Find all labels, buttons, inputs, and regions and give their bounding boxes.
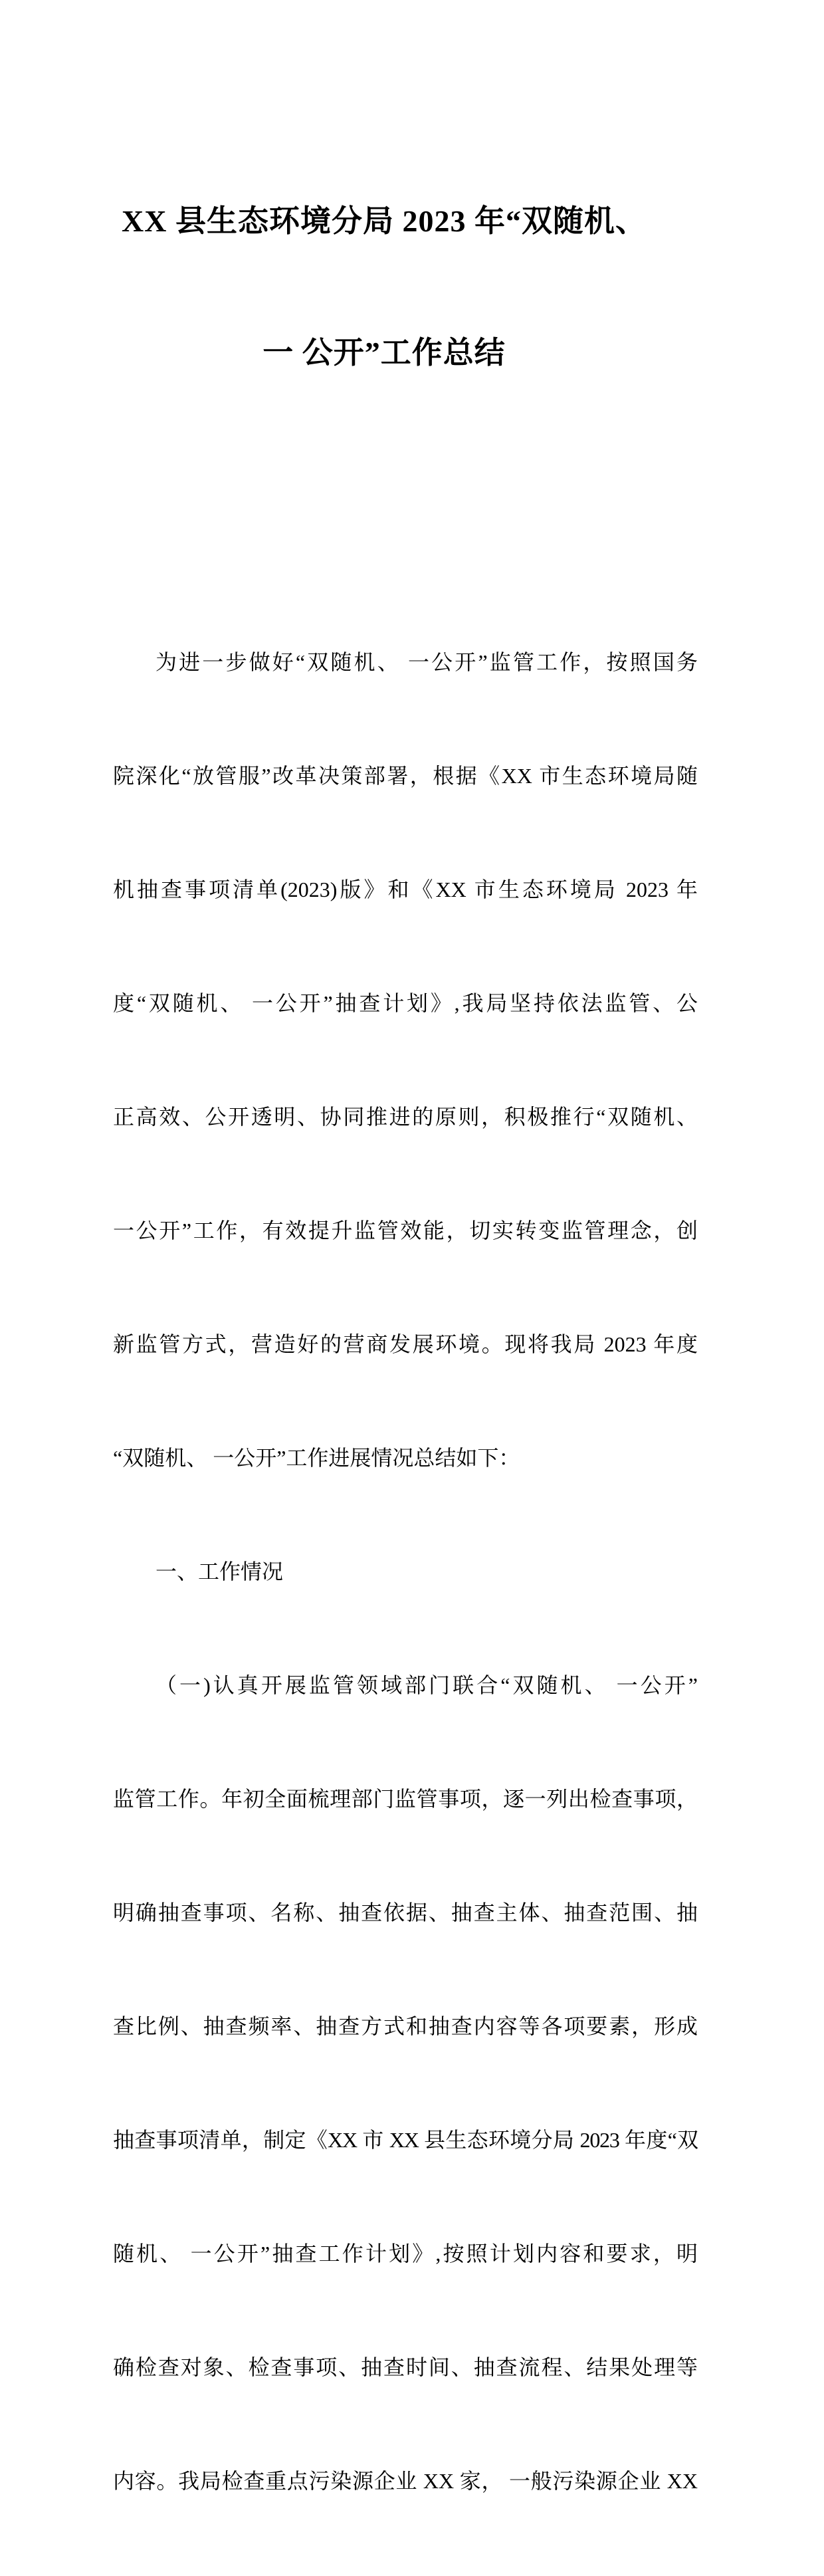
document-title xyxy=(113,112,698,463)
body-line: 一公开”工作，有效提升监管效能，切实转变监管理念，创 xyxy=(113,1219,698,1242)
body-line: 度“双随机、 一公开”抽查计划》,我局坚持依法监管、公 xyxy=(113,991,698,1015)
body-line: 随机、 一公开”抽查工作计划》,按照计划内容和要求，明 xyxy=(113,2242,698,2266)
document-content xyxy=(0,112,824,2576)
body-line: 明确抽查事项、名称、抽查依据、抽查主体、抽查范围、抽 xyxy=(113,1901,698,1925)
body-line: 正高效、公开透明、协同推进的原则，积极推行“双随机、 xyxy=(113,1105,698,1129)
section-heading: 一、工作情况 xyxy=(155,1560,284,1583)
body-line: 查比例、抽查频率、抽查方式和抽查内容等各项要素，形成 xyxy=(113,2014,698,2038)
body-line: 为进一步做好“双随机、 一公开”监管工作，按照国务 xyxy=(155,650,698,674)
title-line-2: 一 公开”工作总结 xyxy=(262,336,506,370)
body-line: “双随机、 一公开”工作进展情况总结如下： xyxy=(113,1446,520,1470)
document-body xyxy=(113,568,698,2576)
document-page xyxy=(0,112,824,2493)
body-line: 新监管方式，营造好的营商发展环境。现将我局 2023 年度 xyxy=(113,1332,698,1356)
body-line: 监管工作。年初全面梳理部门监管事项，逐一列出检查事项， xyxy=(113,1787,698,1811)
body-line: 院深化“放管服”改革决策部署，根据《XX 市生态环境局随 xyxy=(113,764,698,788)
body-line: 抽查事项清单，制定《XX 市 XX 县生态环境分局 2023 年度“双 xyxy=(113,2128,698,2152)
body-line: （一)认真开展监管领域部门联合“双随机、 一公开” xyxy=(155,1673,698,1697)
body-line: 机抽查事项清单(2023)版》和《XX 市生态环境局 2023 年 xyxy=(113,878,698,901)
body-line: 内容。我局检查重点污染源企业 XX 家， 一般污染源企业 XX xyxy=(113,2469,698,2493)
title-line-1: XX 县生态环境分局 2023 年“双随机、 xyxy=(122,204,647,238)
body-line: 确检查对象、检查事项、抽查时间、抽查流程、结果处理等 xyxy=(113,2355,698,2379)
